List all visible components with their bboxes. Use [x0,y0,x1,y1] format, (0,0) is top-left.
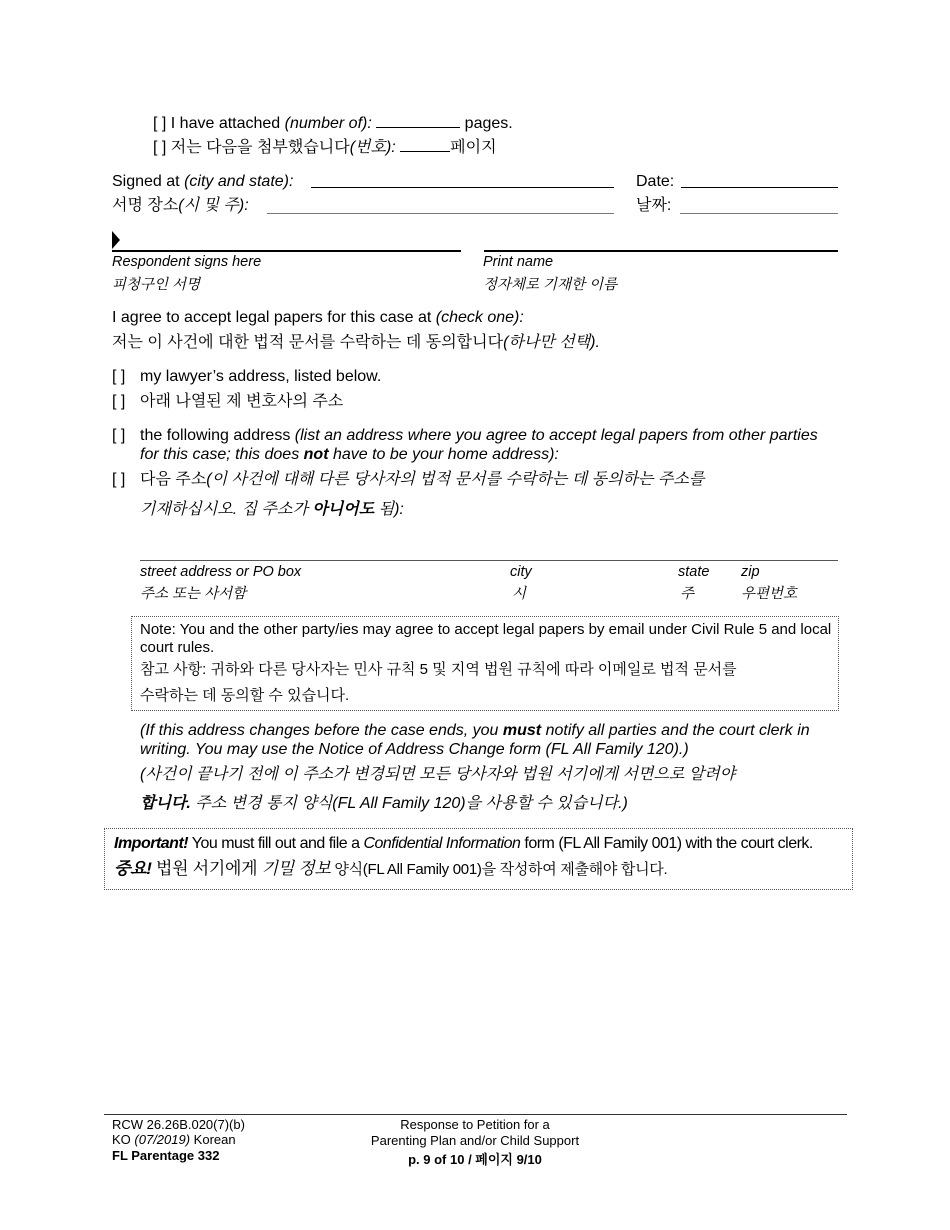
signed-en-italic: (city and state): [184,173,294,190]
attach-ko-italic: (번호): [349,139,396,156]
attach-ko-prefix: [ ] 저는 다음을 첨부했습니다 [153,139,350,156]
city-label: city [510,564,532,580]
option-address-ko-bold: 아니어도 [312,501,375,518]
footer-page-number: p. 9 of 10 / 페이지 9/10 [408,1152,542,1167]
agree-heading-en [112,308,524,327]
agree-ko-text: 저는 이 사건에 대한 법적 문서를 수락하는 데 동의합니다 [112,334,504,351]
footer-ko-lang: Korean [190,1132,236,1147]
address-change-ko-2 [140,794,628,813]
important-text-en [114,834,813,853]
signed-at-field[interactable] [311,187,614,188]
sign-here-arrow-icon [112,231,120,249]
agree-en-italic: (check one): [435,309,524,326]
address-change-en-1: (If this address changes before the case ends, you [140,722,503,739]
agree-heading-ko [112,333,600,352]
address-change-ko-bold: 합니다. [140,795,191,812]
signed-at-en [112,172,293,191]
option-lawyer-label-ko: 아래 나열된 제 변호사의 주소 [140,393,344,410]
respondent-signs-here-label-ko: 피청구인 서명 [112,277,201,293]
option-address-italic-1: (list an address where you agree to accept legal papers from other parties for this case; this does [140,427,818,463]
agree-ko-italic: (하나만 선택). [503,334,600,351]
important-text-ko [114,859,667,880]
important-en-2: form (FL All Family 001) with the court clerk. [520,835,813,852]
important-ko-bold: 중요! [114,859,152,878]
attach-ko-suffix: 페이지 [450,139,497,156]
footer-title-2: Parenting Plan and/or Child Support [370,1133,580,1148]
option-address-ko-text: 다음 주소 [140,471,207,488]
attach-pages-ko [153,137,497,157]
city-label-ko: 시 [512,586,527,602]
attach-en-prefix: [ ] I have attached [153,115,285,132]
note-text-ko-1: 참고 사항: 귀하와 다른 당사자는 민사 규칙 5 및 지역 법원 규칙에 따라 이메일로 법적 문서를 [140,661,737,678]
option-lawyer-checkbox[interactable]: [ ] [112,368,126,385]
signed-ko-label: 서명 장소 [112,197,179,214]
important-en-bold: Important! [114,835,189,852]
address-change-ko-1: (사건이 끝나기 전에 이 주소가 변경되면 모든 당사자와 법원 서기에게 서면으로 알려야 [140,766,736,783]
footer-language [112,1132,236,1148]
footer-divider [104,1114,847,1115]
footer-ko-date: (07/2019) [134,1132,191,1147]
option-address-ko-italic-3: 됨): [374,501,404,518]
street-label-ko: 주소 또는 사서함 [140,586,247,602]
important-en-1: You must fill out and file a [188,835,364,852]
signed-at-ko [112,196,249,215]
footer-rcw: RCW 26.26B.020(7)(b) [112,1117,245,1132]
attach-en-italic: (number of): [284,115,372,132]
important-en-italic: Confidential Information [363,835,521,852]
option-address-label-ko-1 [140,470,704,489]
important-ko-1: 법원 서기에게 [151,859,262,878]
option-lawyer-label: my lawyer’s address, listed below. [140,368,382,385]
note-box [131,616,839,711]
respondent-signature-field[interactable] [112,250,461,252]
important-ko-2: 양식(FL All Family 001)을 작성하여 제출해야 합니다. [330,861,668,878]
attach-en-suffix: pages. [460,115,513,132]
important-ko-italic: 기밀 정보 [261,859,331,878]
address-field[interactable] [140,560,838,561]
print-name-label-ko: 정자체로 기재한 이름 [483,277,618,293]
address-change-en-2: notify all parties and the court clerk in writing. You may use the Notice of Address Change form (FL All Family 120).) [140,722,810,758]
option-address-bold: not [303,446,329,463]
attach-pages-en [153,113,513,133]
address-change-en-bold: must [502,722,542,739]
option-address-italic-2: have to be your home address): [328,446,559,463]
zip-label-ko: 우편번호 [741,586,798,602]
option-lawyer-checkbox-ko[interactable]: [ ] [112,393,126,410]
respondent-signs-here-label: Respondent signs here [112,254,262,270]
zip-label: zip [741,564,760,580]
attach-pages-count-field-ko[interactable] [400,137,450,152]
state-label: state [678,564,710,580]
date-label-ko: 날짜: [636,197,672,214]
address-change-en [140,721,840,759]
footer-form-number: FL Parentage 332 [112,1148,220,1163]
street-label: street address or PO box [140,564,302,580]
attach-pages-count-field[interactable] [376,113,460,128]
important-box [104,828,853,890]
date-field[interactable] [681,187,838,188]
signed-ko-italic: (시 및 주): [178,197,249,214]
option-address-checkbox[interactable]: [ ] [112,427,126,444]
note-text-en: Note: You and the other party/ies may agree to accept legal papers by email under Civil Rule 5 and local court rules. [140,621,832,656]
signed-en-label: Signed at [112,173,185,190]
option-address-ko-italic-1: (이 사건에 대해 다른 당사자의 법적 문서를 수락하는 데 동의하는 주소를 [206,471,705,488]
date-field-ko[interactable] [680,213,838,214]
address-change-ko-text: 주소 변경 통지 양식(FL All Family 120)을 사용할 수 있습니다.) [190,795,628,812]
state-label-ko: 주 [680,586,695,602]
option-address-checkbox-ko[interactable]: [ ] [112,471,126,488]
option-address-label-ko-2 [140,500,404,519]
agree-en-text: I agree to accept legal papers for this case at [112,309,436,326]
print-name-field[interactable] [484,250,838,252]
print-name-label: Print name [483,254,554,270]
footer-ko-prefix: KO [112,1132,135,1147]
date-label-en: Date: [636,173,675,190]
signed-at-field-ko[interactable] [267,213,614,214]
option-address-text: the following address [140,427,295,444]
note-text-ko-2: 수락하는 데 동의할 수 있습니다. [140,687,350,704]
option-address-ko-italic-2: 기재하십시오. 집 주소가 [140,501,313,518]
footer-title-1: Response to Petition for a [400,1117,550,1132]
option-address-label [140,426,830,464]
